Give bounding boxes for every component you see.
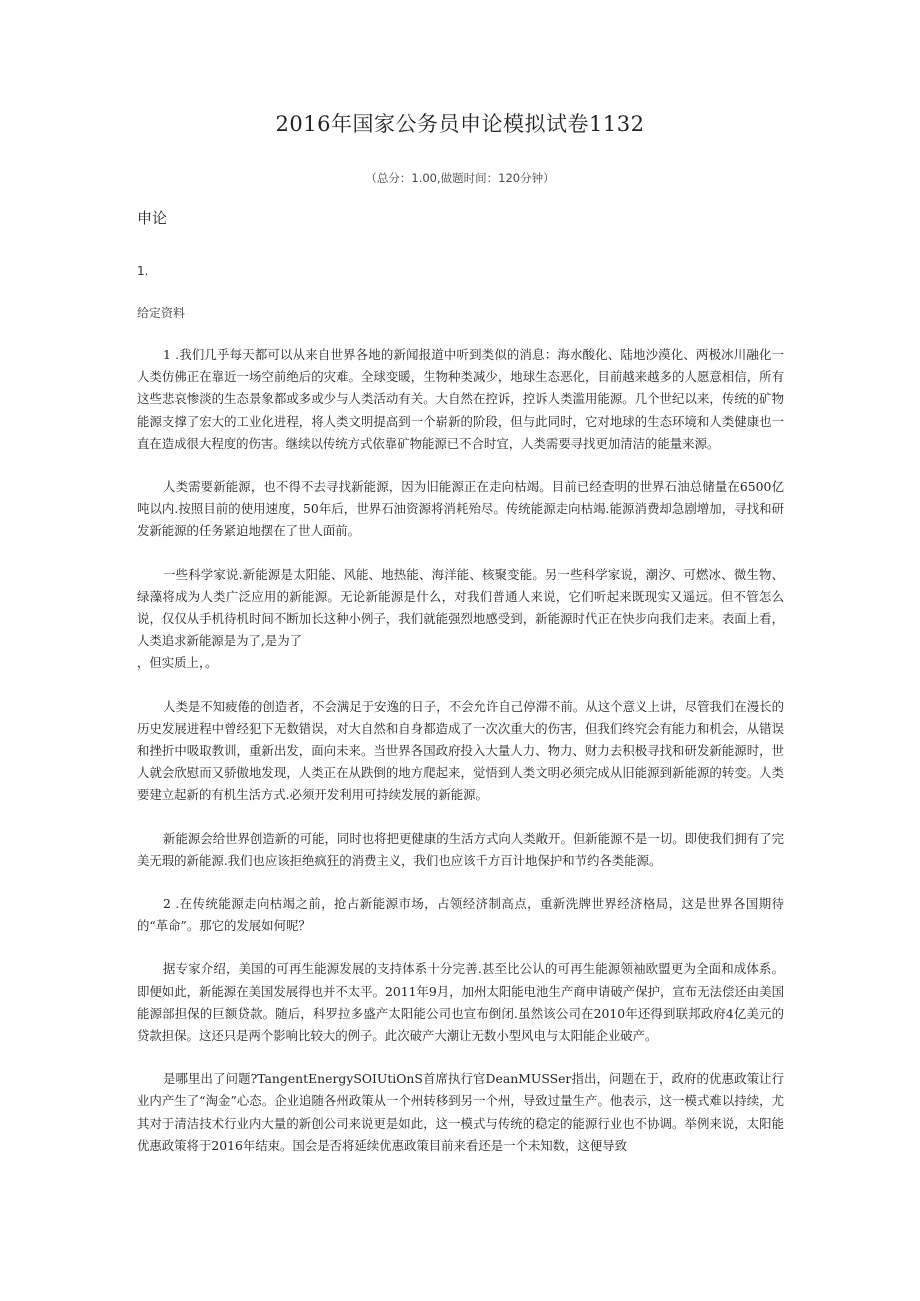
paragraph-7: 据专家介绍，美国的可再生能源发展的支持体系十分完善.甚至比公认的可再生能源领袖欧盟更为全面和成体系。即便如此，新能源在美国发展得也并不太平。2011年9月，加州太阳能电池生产商申请破产保护，宣布无法偿还由美国能源部担保的巨额贷款。随后，科罗拉多盛产太阳能公司也宣布倒闭.虽然该公司在2010年还得到联邦政府4亿美元的贷款担保。这还只是两个影响比较大的例子。此次破产大潮让无数小型风电与太阳能企业破产。: [137, 961, 784, 1044]
question-number: 1.: [137, 264, 149, 278]
paragraph-8: 是哪里出了问题?TangentEnergySOIUtiOnS首席执行官DeanMUSSer指出，问题在于，政府的优惠政策让行业内产生了“淘金”心态。企业追随各州政策从一个州转移到另一个州，导致过量生产。他表示，这一模式难以持续，尤其对于清洁技术行业内大量的新创公司来说更是如此，这一模式与传统的稳定的能源行业也不协调。举例来说，太阳能优惠政策将于2016年结束。国会是否将延续优惠政策目前来看还是一个未知数，这便导致: [137, 1071, 784, 1153]
paragraph-6: 2 .在传统能源走向枯竭之前，抢占新能源市场，占领经济制高点，重新洗牌世界经济格局，这是世界各国期待的“革命”。那它的发展如何呢？: [137, 896, 784, 934]
material-body: [137, 344, 784, 1178]
paragraph-2: 人类需要新能源，也不得不去寻找新能源，因为旧能源正在走向枯竭。目前已经查明的世界石油总储量在6500亿吨以内.按照目前的使用速度，50年后，世界石油资源将消耗殆尽。传统能源走向枯竭.能源消费却急剧增加，寻找和研发新能源的任务紧迫地摆在了世人面前。: [137, 479, 784, 539]
paragraph-3-continuation: ，但实质上，。: [137, 655, 218, 671]
paragraph-3: 一些科学家说.新能源是太阳能、风能、地热能、海洋能、核聚变能。另一些科学家说，潮汐、可燃冰、微生物、绿藻将成为人类广泛应用的新能源。无论新能源是什么，对我们普通人来说，它们听起来既现实又遥远。但不管怎么说，仅仅从手机待机时间不断加长这种小例子，我们就能强烈地感受到，新能源时代正在快步向我们走来。表面上看，人类追求新能源是为了,是为了: [137, 566, 784, 649]
document-title: 2016年国家公务员申论模拟试卷1132: [275, 112, 645, 136]
exam-info: （总分：1.00,做题时间：120分钟）: [365, 171, 555, 185]
section-heading: 申论: [137, 209, 168, 227]
paragraph-4: 人类是不知疲倦的创造者，不会满足于安逸的日子，不会允许自己停滞不前。从这个意义上讲，尽管我们在漫长的历史发展进程中曾经犯下无数错误，对大自然和自身都造成了一次次重大的伤害，但我们终究会有能力和机会，从错误和挫折中吸取教训，重新出发，面向未来。当世界各国政府投入大量人力、物力、财力去积极寻找和研发新能源时，世人就会欣慰而又骄傲地发现，人类正在从跌倒的地方爬起来，觉悟到人类文明必须完成从旧能源到新能源的转变。人类要建立起新的有机生活方式.必须开发利用可持续发展的新能源。: [137, 698, 784, 803]
material-label: 给定资料: [137, 306, 186, 320]
paragraph-5: 新能源会给世界创造新的可能，同时也将把更健康的生活方式向人类敞开。但新能源不是一切。即使我们拥有了完美无瑕的新能源.我们也应该拒绝疯狂的消费主义，我们也应该千方百计地保护和节约各类能源。: [137, 830, 784, 868]
paragraph-1: 1 .我们几乎每天都可以从来自世界各地的新闻报道中听到类似的消息：海水酸化、陆地沙漠化、两极冰川融化一人类仿佛正在靠近一场空前绝后的灾难。全球变暖，生物种类减少，地球生态恶化，目前越来越多的人愿意相信，所有这些悲哀惨淡的生态景象都或多或少与人类活动有关。大自然在控诉，控诉人类滥用能源。几个世纪以来，传统的矿物能源支撑了宏大的工业化进程，将人类文明提高到一个崭新的阶段，但与此同时，它对地球的生态环境和人类健康也一直在造成很大程度的伤害。继续以传统方式依靠矿物能源已不合时宜，人类需要寻找更加清洁的能量来源。: [137, 347, 784, 451]
